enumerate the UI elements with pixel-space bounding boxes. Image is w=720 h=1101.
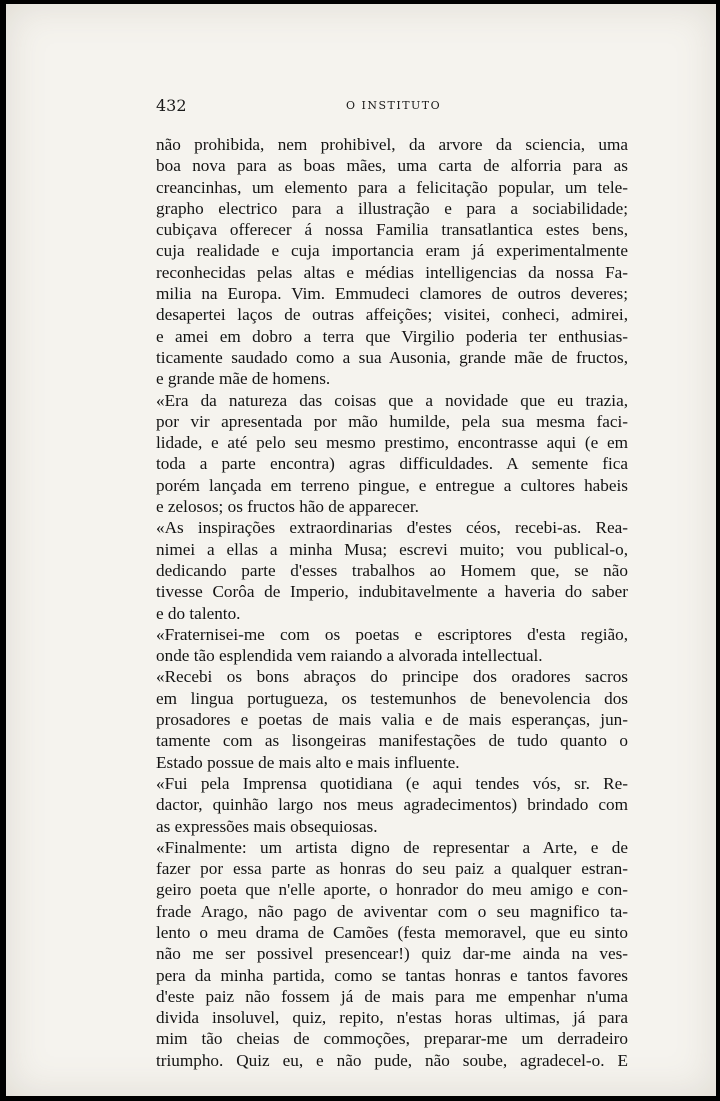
text-line: «As inspirações extraordinarias d'estes céos, recebi-as. Rea- bbox=[156, 518, 628, 538]
text-line: e do talento. bbox=[156, 603, 241, 623]
text-line: e amei em dobro a terra que Virgilio poderia ter enthusias- bbox=[156, 326, 628, 346]
text-line: geiro poeta que n'elle aporte, o honrador do meu amigo e con- bbox=[156, 880, 628, 900]
text-line: porém lançada em terreno pingue, e entregue a cultores habeis bbox=[156, 475, 628, 495]
text-line: e grande mãe de homens. bbox=[156, 369, 331, 389]
text-line: divida insoluvel, quiz, repito, n'estas horas ultimas, já para bbox=[156, 1008, 628, 1028]
text-line: toda a parte encontra) agras difficuldades. A semente fica bbox=[156, 454, 628, 474]
text-line: pera da minha partida, como se tantas honras e tantos favores bbox=[156, 965, 628, 985]
text-line: «Recebi os bons abraços do principe dos oradores sacros bbox=[156, 667, 628, 687]
text-line: lento o meu drama de Camões (festa memoravel, que eu sinto bbox=[156, 922, 628, 942]
text-line: tivesse Corôa de Imperio, indubitavelmente a haveria do saber bbox=[156, 582, 628, 602]
text-line: creancinhas, um elemento para a felicitação popular, um tele- bbox=[156, 177, 628, 197]
text-line: «Finalmente: um artista digno de representar a Arte, e de bbox=[156, 837, 628, 857]
text-line: não prohibida, nem prohibivel, da arvore da sciencia, uma bbox=[156, 135, 628, 154]
text-line: não me ser possivel presencear!) quiz dar-me ainda na ves- bbox=[156, 944, 628, 964]
page-number: 432 bbox=[156, 96, 187, 115]
text-line: nimei a ellas a minha Musa; escrevi muito; vou publical-o, bbox=[156, 539, 628, 559]
text-line: milia na Europa. Vim. Emmudeci clamores de outros deveres; bbox=[156, 284, 628, 304]
text-line: prosadores e poetas de mais valia e de mais esperanças, jun- bbox=[156, 710, 628, 730]
text-line: tamente com as lisongeiras manifestações de tudo quanto o bbox=[156, 731, 628, 751]
text-line: onde tão esplendida vem raiando a alvorada intellectual. bbox=[156, 646, 543, 666]
text-line: e zelosos; os fructos hão de apparecer. bbox=[156, 497, 419, 517]
running-head bbox=[156, 96, 626, 116]
text-line: cuja realidade e cuja importancia eram já experimentalmente bbox=[156, 241, 628, 261]
journal-title: O INSTITUTO bbox=[346, 99, 442, 112]
text-line: desapertei laços de outras affeições; visitei, conheci, admirei, bbox=[156, 305, 628, 325]
text-line: as expressões mais obsequiosas. bbox=[156, 816, 378, 836]
text-line: d'este paiz não fossem já de mais para me empenhar n'uma bbox=[156, 986, 628, 1006]
text-line: dedicando parte d'esses trabalhos ao Homem que, se não bbox=[156, 560, 628, 580]
text-line: «Fraternisei-me com os poetas e escriptores d'esta região, bbox=[156, 624, 628, 644]
scanned-page bbox=[6, 4, 716, 1096]
text-line: frade Arago, não pago de aviventar com o seu magnifico ta- bbox=[156, 901, 628, 921]
text-line: Estado possue de mais alto e mais influente. bbox=[156, 752, 460, 772]
body-text bbox=[156, 134, 628, 1071]
text-line: boa nova para as boas mães, uma carta de alforria para as bbox=[156, 156, 628, 176]
text-line: dactor, quinhão largo nos meus agradecimentos) brindado com bbox=[156, 795, 628, 815]
text-line: mim tão cheias de commoções, preparar-me um derradeiro bbox=[156, 1029, 628, 1049]
text-line: por vir apresentada por mão humilde, pela sua mesma faci- bbox=[156, 411, 628, 431]
text-line: fazer por essa parte as honras do seu paiz a qualquer estran- bbox=[156, 859, 628, 879]
text-line: lidade, e até pelo seu mesmo prestimo, encontrasse aqui (e em bbox=[156, 433, 628, 453]
text-line: «Fui pela Imprensa quotidiana (e aqui tendes vós, sr. Re- bbox=[156, 773, 628, 793]
text-line: cubiçava offerecer á nossa Familia transatlantica estes bens, bbox=[156, 220, 628, 240]
text-line: triumpho. Quiz eu, e não pude, não soube, agradecel-o. E bbox=[156, 1050, 628, 1070]
text-line: reconhecidas pelas altas e médias intelligencias da nossa Fa- bbox=[156, 262, 628, 282]
text-line: ticamente saudado como a sua Ausonia, grande mãe de fructos, bbox=[156, 347, 628, 367]
text-line: grapho electrico para a illustração e para a sociabilidade; bbox=[156, 198, 628, 218]
text-line: em lingua portugueza, os testemunhos de benevolencia dos bbox=[156, 688, 628, 708]
text-line: «Era da natureza das coisas que a novidade que eu trazia, bbox=[156, 390, 628, 410]
